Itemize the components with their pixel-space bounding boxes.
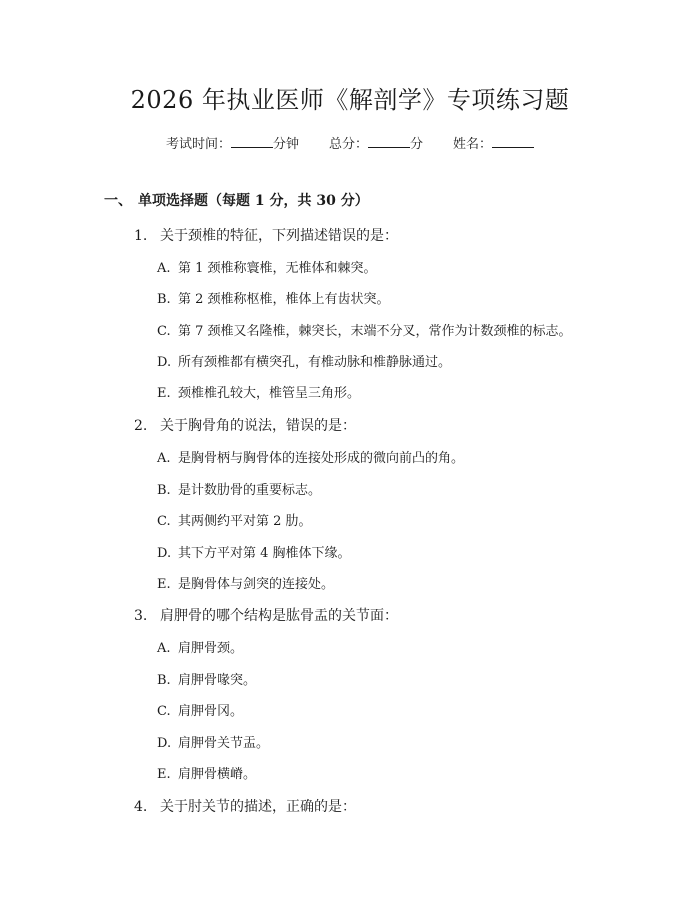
- option-text: 肩胛骨冈。: [178, 704, 244, 719]
- option-letter: B.: [157, 292, 171, 307]
- option-text: 是计数肋骨的重要标志。: [178, 483, 322, 498]
- option-1e: [157, 382, 360, 401]
- option-text: 所有颈椎都有横突孔，有椎动脉和椎静脉通过。: [178, 355, 452, 370]
- question-number: 1.: [134, 228, 148, 244]
- question-2: [134, 415, 356, 435]
- option-text: 是胸骨体与剑突的连接处。: [178, 577, 335, 592]
- option-letter: D.: [157, 546, 172, 561]
- option-letter: A.: [157, 641, 171, 656]
- question-text: 关于颈椎的特征，下列描述错误的是：: [160, 228, 398, 244]
- option-letter: B.: [157, 483, 171, 498]
- option-letter: D.: [157, 736, 172, 751]
- option-3c: [157, 700, 243, 719]
- option-text: 第 1 颈椎称寰椎，无椎体和棘突。: [178, 261, 377, 276]
- name-label: 姓名：: [453, 137, 493, 152]
- section-heading: [104, 190, 369, 210]
- total-score-label: 总分：: [328, 137, 368, 152]
- option-2e: [157, 573, 334, 592]
- option-2b: [157, 479, 321, 498]
- option-text: 第 7 颈椎又名隆椎，棘突长，末端不分叉，常作为计数颈椎的标志。: [178, 324, 572, 339]
- option-text: 肩胛骨关节盂。: [178, 736, 270, 751]
- option-text: 其下方平对第 4 胸椎体下缘。: [178, 546, 351, 561]
- option-letter: B.: [157, 673, 171, 688]
- option-letter: E.: [157, 767, 171, 782]
- question-number: 4.: [134, 799, 148, 815]
- option-letter: E.: [157, 577, 171, 592]
- question-number: 2.: [134, 418, 148, 434]
- option-letter: A.: [157, 451, 171, 466]
- option-2d: [157, 542, 351, 561]
- name-blank: [492, 135, 534, 148]
- option-letter: C.: [157, 514, 171, 529]
- name-field: [453, 133, 534, 152]
- option-1a: [157, 257, 377, 276]
- option-1c: [157, 320, 572, 339]
- total-score-field: [329, 133, 423, 152]
- option-3a: [157, 637, 243, 656]
- exam-time-blank: [231, 135, 273, 148]
- option-1d: [157, 351, 451, 370]
- option-text: 肩胛骨颈。: [178, 641, 244, 656]
- question-text: 肩胛骨的哪个结构是肱骨盂的关节面：: [160, 608, 398, 624]
- question-3: [134, 605, 398, 625]
- section-title: 单项选择题（每题 1 分，共 30 分）: [138, 193, 369, 209]
- option-text: 颈椎椎孔较大，椎管呈三角形。: [178, 386, 361, 401]
- exam-time-unit: 分钟: [272, 137, 299, 152]
- option-text: 肩胛骨横嵴。: [178, 767, 257, 782]
- total-score-unit: 分: [410, 137, 424, 152]
- option-2c: [157, 510, 312, 529]
- question-4: [134, 796, 356, 816]
- question-number: 3.: [134, 608, 148, 624]
- option-letter: D.: [157, 355, 172, 370]
- option-text: 其两侧约平对第 2 肋。: [178, 514, 312, 529]
- question-text: 关于肘关节的描述，正确的是：: [160, 799, 356, 815]
- total-score-blank: [368, 135, 410, 148]
- option-text: 肩胛骨喙突。: [178, 673, 257, 688]
- option-text: 是胸骨柄与胸骨体的连接处形成的微向前凸的角。: [178, 451, 465, 466]
- option-2a: [157, 447, 464, 466]
- option-3b: [157, 669, 256, 688]
- option-letter: C.: [157, 324, 171, 339]
- exam-time-label: 考试时间：: [165, 137, 231, 152]
- option-3e: [157, 763, 256, 782]
- section-number: 一、: [104, 193, 132, 209]
- exam-info-row: [0, 133, 700, 152]
- option-letter: C.: [157, 704, 171, 719]
- option-3d: [157, 732, 269, 751]
- option-1b: [157, 288, 390, 307]
- option-letter: A.: [157, 261, 171, 276]
- question-1: [134, 225, 398, 245]
- question-text: 关于胸骨角的说法，错误的是：: [160, 418, 356, 434]
- exam-time-field: [166, 133, 299, 152]
- page-title: 2026 年执业医师《解剖学》专项练习题: [130, 86, 570, 114]
- option-letter: E.: [157, 386, 171, 401]
- option-text: 第 2 颈椎称枢椎，椎体上有齿状突。: [178, 292, 390, 307]
